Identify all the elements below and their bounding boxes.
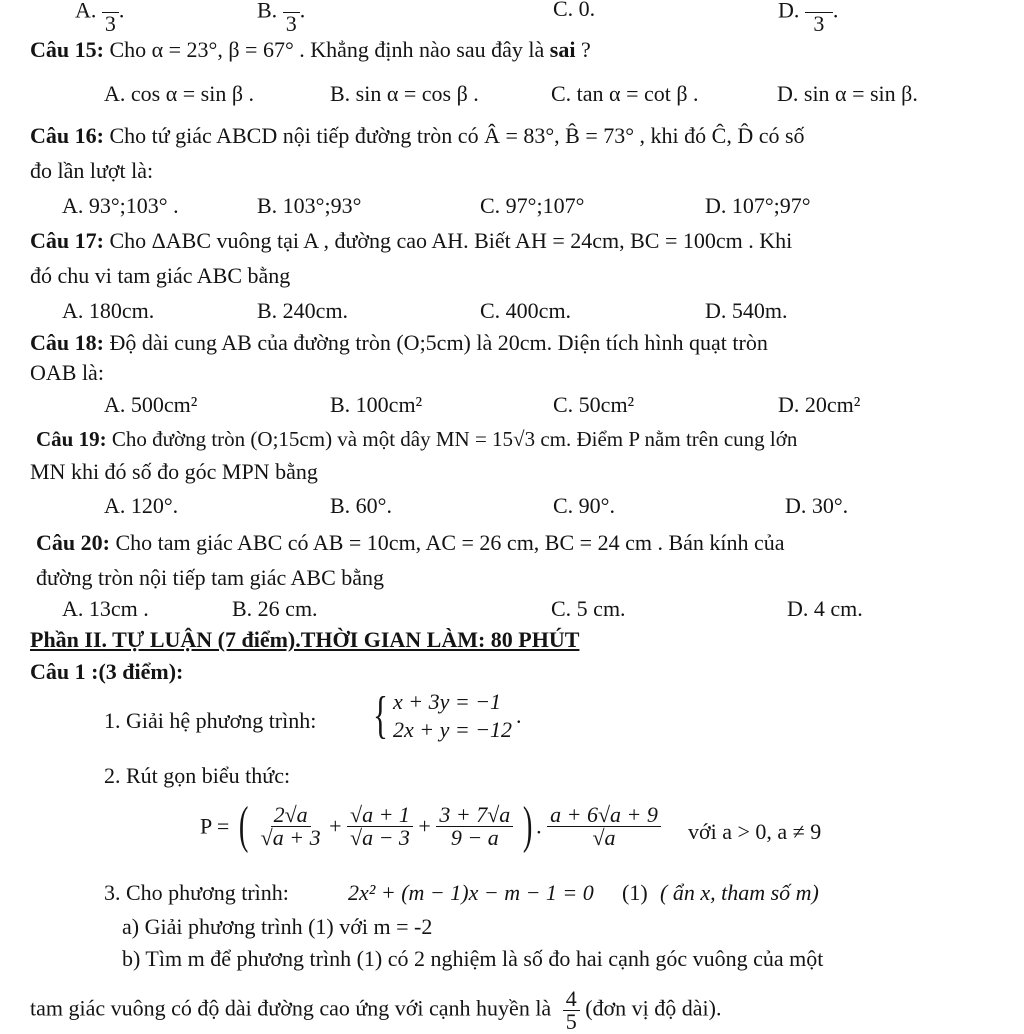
option-label: B.: [257, 0, 278, 23]
question-text: Cho α = 23°, β = 67° . Khẳng định nào sau đây là: [109, 37, 550, 62]
question-end: ?: [575, 37, 591, 62]
q18-option-a[interactable]: A. 500cm²: [104, 392, 198, 417]
q18-option-b[interactable]: B. 100cm²: [330, 392, 423, 417]
fraction-1: [258, 801, 324, 850]
q17-option-c[interactable]: C. 400cm.: [480, 298, 572, 323]
fraction-3: [436, 801, 513, 850]
system-eq-1: x + 3y = −1: [392, 689, 502, 714]
brace-icon: {: [372, 686, 388, 744]
q16-option-d[interactable]: D. 107°;97°: [705, 193, 811, 218]
q19-option-a[interactable]: A. 120°.: [104, 493, 179, 518]
item-1-label: 1. Giải hệ phương trình:: [104, 708, 317, 733]
equation-note: ( ẩn x, tham số m): [660, 880, 819, 905]
question-20: [36, 530, 785, 555]
equation-tag: (1): [622, 880, 648, 905]
q15-option-a[interactable]: A. cos α = sin β .: [104, 81, 255, 106]
question-text: Cho tam giác ABC có AB = 10cm, AC = 26 cm, BC = 24 cm . Bán kính của: [115, 530, 785, 555]
q15-option-b[interactable]: B. sin α = cos β .: [330, 81, 479, 106]
fraction-4: [547, 801, 661, 850]
question-17: [30, 228, 792, 253]
question-label: Câu 20:: [36, 530, 110, 555]
tail: .: [832, 0, 839, 23]
question-label: Câu 18:: [30, 330, 104, 355]
fraction-4-num: a + 6√a + 9: [547, 804, 661, 827]
left-paren: (: [238, 797, 249, 854]
question-text: Độ dài cung AB của đường tròn (O;5cm) là 20cm. Diện tích hình quạt tròn: [109, 330, 768, 355]
q16-option-a[interactable]: A. 93°;103° .: [62, 193, 179, 218]
fraction-2-den: √a − 3: [350, 824, 410, 850]
top-option-d: [778, 0, 838, 35]
fraction-3-num: 3 + 7√a: [436, 804, 513, 827]
question-label: Câu 19:: [36, 427, 107, 451]
q17-option-a[interactable]: A. 180cm.: [62, 298, 155, 323]
tail: .: [118, 0, 125, 23]
q20-option-b[interactable]: B. 26 cm.: [232, 596, 318, 621]
option-label: A.: [75, 0, 97, 23]
question-text: Cho đường tròn (O;15cm) và một dây MN = 15√3 cm. Điểm P nằm trên cung lớn: [111, 427, 798, 451]
sub-question-b: b) Tìm m để phương trình (1) có 2 nghiệm là số đo hai cạnh góc vuông của một: [122, 946, 824, 971]
q19-option-c[interactable]: C. 90°.: [553, 493, 615, 518]
q15-option-c[interactable]: C. tan α = cot β .: [551, 81, 699, 106]
fraction-1-den: √a + 3: [260, 824, 321, 850]
last-line-tail: (đơn vị độ dài).: [585, 995, 722, 1021]
q20-option-c[interactable]: C. 5 cm.: [551, 596, 626, 621]
question-text: Cho ΔABC vuông tại A , đường cao AH. Biết AH = 24cm, BC = 100cm . Khi: [109, 228, 793, 253]
question-16: [30, 123, 805, 148]
question-17-line2: đó chu vi tam giác ABC bằng: [30, 263, 291, 288]
last-line-text: tam giác vuông có độ dài đường cao ứng với cạnh huyền là: [30, 995, 552, 1021]
top-option-b: [257, 0, 305, 35]
fraction-2-num: √a + 1: [347, 804, 413, 827]
q16-option-b[interactable]: B. 103°;93°: [257, 193, 362, 218]
top-option-a: [75, 0, 124, 35]
part2-title: Phần II. TỰ LUẬN (7 điểm).THỜI GIAN LÀM: 80 PHÚT: [30, 627, 580, 652]
fraction-den: 3: [104, 11, 116, 36]
fraction-4-5: [563, 988, 580, 1033]
question-text: Cho tứ giác ABCD nội tiếp đường tròn có Â = 83°, B̂ = 73° , khi đó Ĉ, D̂ có số: [109, 123, 805, 148]
fraction-2: [347, 801, 413, 850]
p-label: P =: [200, 813, 230, 839]
q20-option-d[interactable]: D. 4 cm.: [787, 596, 863, 621]
equation-system: [368, 688, 522, 743]
system-end: .: [516, 702, 522, 728]
q19-option-d[interactable]: D. 30°.: [785, 493, 849, 518]
q18-option-d[interactable]: D. 20cm²: [778, 392, 861, 417]
fraction-den: 3: [285, 11, 297, 36]
question-19-line2: MN khi đó số đo góc MPN bằng: [30, 459, 318, 484]
bold-word: sai: [549, 37, 576, 62]
question-18: [30, 330, 768, 355]
question-16-line2: đo lần lượt là:: [30, 158, 154, 183]
top-option-c: C. 0.: [553, 0, 596, 21]
q17-option-d[interactable]: D. 540m.: [705, 298, 788, 323]
q16-option-c[interactable]: C. 97°;107°: [480, 193, 585, 218]
fraction-4-den: √a: [592, 824, 616, 850]
q19-option-b[interactable]: B. 60°.: [330, 493, 392, 518]
fraction-1-num: 2√a: [271, 804, 311, 827]
q18-option-c[interactable]: C. 50cm²: [553, 392, 635, 417]
last-line: [30, 988, 721, 1033]
part2-question-1: Câu 1 :(3 điểm):: [30, 659, 184, 684]
question-label: Câu 17:: [30, 228, 104, 253]
system-eq-2: 2x + y = −12: [392, 716, 513, 742]
fraction-num: 4: [563, 988, 580, 1011]
q17-option-b[interactable]: B. 240cm.: [257, 298, 349, 323]
q20-option-a[interactable]: A. 13cm .: [62, 596, 149, 621]
fraction-den: 5: [565, 1009, 577, 1034]
question-15: [30, 37, 591, 62]
sub-question-a: a) Giải phương trình (1) với m = -2: [122, 914, 433, 939]
fraction-den: 3: [813, 11, 825, 36]
expression-p: P = ( $\frac{2√a}{√a + 3}$ + $\frac{√a + 1}{√a - 3}$ + $\frac{3 + 7√a}{9 - a}$ ) . $\frac{a + 6√a + 9}{√a}$: [200, 800, 661, 852]
question-label: Câu 16:: [30, 123, 104, 148]
q15-option-d[interactable]: D. sin α = sin β.: [777, 81, 918, 106]
equation-1: 2x² + (m − 1)x − m − 1 = 0: [348, 880, 594, 905]
option-label: D.: [778, 0, 800, 23]
question-label: Câu 15:: [30, 37, 104, 62]
question-19: [36, 427, 797, 451]
tail: .: [299, 0, 306, 23]
right-paren: ): [522, 797, 533, 854]
question-18-line2: OAB là:: [30, 360, 104, 385]
question-20-line2: đường tròn nội tiếp tam giác ABC bằng: [36, 565, 385, 590]
item-3-label: 3. Cho phương trình:: [104, 880, 289, 905]
fraction-3-den: 9 − a: [450, 824, 499, 850]
item-2-label: 2. Rút gọn biểu thức:: [104, 763, 291, 788]
condition: với a > 0, a ≠ 9: [688, 819, 822, 844]
